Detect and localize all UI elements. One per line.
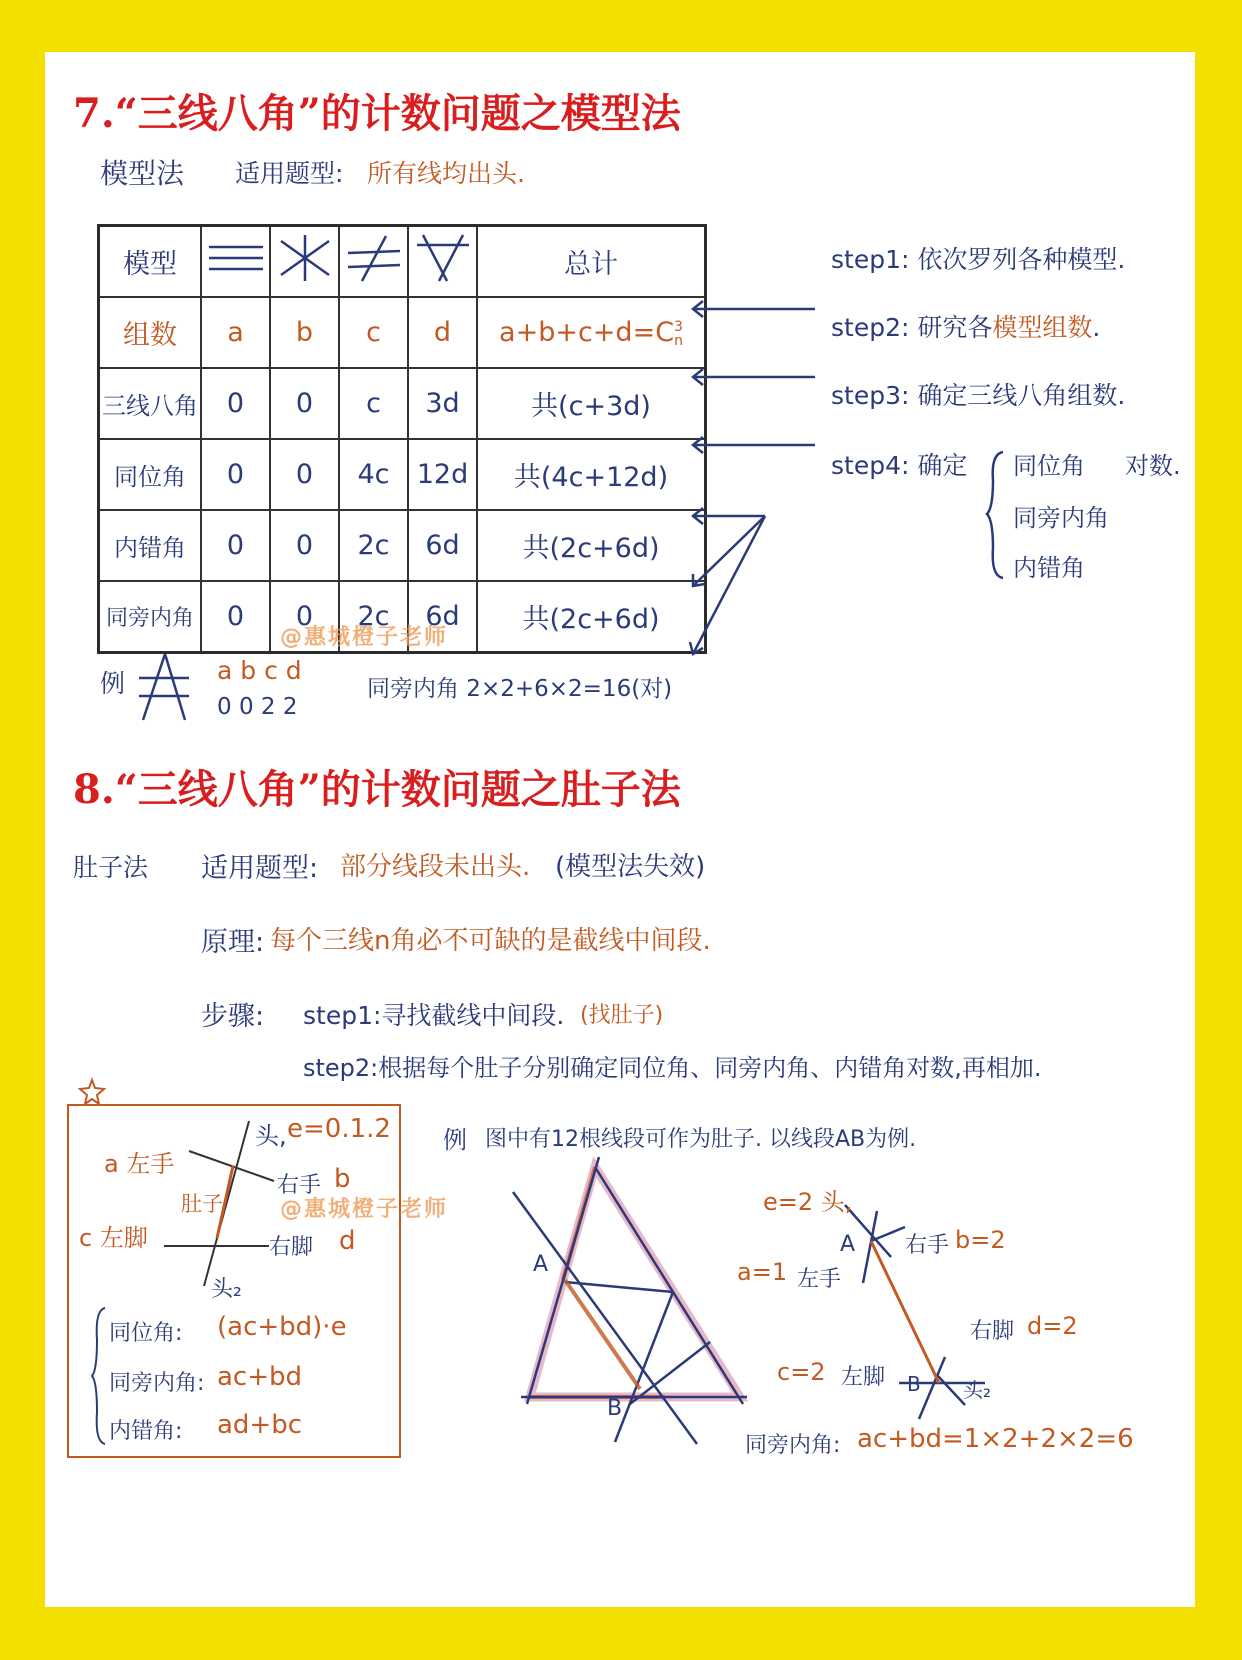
belly-label: 肚子 <box>181 1192 223 1216</box>
step-arrows <box>685 242 825 682</box>
left-foot-label: c 左脚 <box>79 1224 148 1252</box>
step4-brace <box>985 450 1007 580</box>
cell: 2c <box>339 581 408 653</box>
model-triangle-icon <box>408 226 477 298</box>
step2-highlight: 模型组数 <box>992 313 1093 342</box>
step4-item: 同位角 <box>1013 452 1085 480</box>
example-triangle-model-icon <box>137 652 197 722</box>
cell: 2c <box>339 510 408 581</box>
right-foot-label: 右脚 <box>970 1319 1015 1344</box>
left-hand-label: 左手 <box>797 1267 842 1292</box>
row-label: 内错角 <box>99 510 202 581</box>
row-total <box>477 297 706 368</box>
cell: 4c <box>339 439 408 510</box>
formula3-label: 内错角: <box>109 1419 183 1444</box>
belly-diagram-box <box>67 1104 401 1458</box>
table-row <box>99 368 706 439</box>
cell: c <box>339 297 408 368</box>
row-label: 组数 <box>99 297 202 368</box>
table-row <box>99 510 706 581</box>
cell: 3d <box>408 368 477 439</box>
applies-value: 所有线均出头. <box>367 159 525 188</box>
example-text: 图中有12根线段可作为肚子. 以线段AB为例. <box>485 1127 917 1152</box>
belly-method-label: 肚子法 <box>73 853 149 882</box>
watermark: @惠城橙子老师 <box>280 625 449 650</box>
model-table <box>97 224 707 654</box>
applies-prefix: 适用题型: <box>201 853 319 884</box>
example-formula: ac+bd=1×2+2×2=6 <box>857 1424 1134 1454</box>
section7-title: 7.“三线八角”的计数问题之模型法 <box>73 90 681 137</box>
right-foot-label: 右脚 <box>269 1235 314 1260</box>
row-total: 共(c+3d) <box>477 368 706 439</box>
b-label: b <box>334 1164 351 1194</box>
zoom-a-label: A <box>840 1232 856 1257</box>
row-total: 共(4c+12d) <box>477 439 706 510</box>
formula1: (ac+bd)·e <box>217 1312 347 1342</box>
cell: 0 <box>270 439 339 510</box>
head-label: 头, <box>255 1122 287 1150</box>
total-superscript: 3 <box>674 318 683 335</box>
cell: 12d <box>408 439 477 510</box>
step1-note: (找肚子) <box>580 1003 664 1028</box>
cell: 6d <box>408 510 477 581</box>
note-sheet <box>45 52 1195 1607</box>
step4-suffix: 对数. <box>1125 452 1181 480</box>
example-formula-label: 同旁内角: <box>745 1433 841 1458</box>
total-expression: a+b+c+d=C <box>499 317 675 348</box>
cell: 0 <box>201 581 270 653</box>
header-label: 模型 <box>99 226 202 298</box>
step3-text: step3: 确定三线八角组数. <box>831 381 1126 410</box>
step2-end: . <box>1092 313 1101 342</box>
row-label: 同旁内角 <box>99 581 202 653</box>
cell: c <box>339 368 408 439</box>
principle-prefix: 原理: <box>201 927 265 958</box>
model-two-parallel-one-transversal-icon <box>339 226 408 298</box>
table-row <box>99 439 706 510</box>
b-eq-label: b=2 <box>955 1226 1006 1254</box>
a-eq-label: a=1 <box>737 1258 788 1286</box>
row-total: 共(2c+6d) <box>477 581 706 653</box>
section8-title: 8.“三线八角”的计数问题之肚子法 <box>73 766 681 813</box>
table-header-row <box>99 226 706 298</box>
step2-text: step2:根据每个肚子分别确定同位角、同旁内角、内错角对数,再相加. <box>303 1054 1042 1082</box>
point-a-label: A <box>533 1252 549 1277</box>
row-total: 共(2c+6d) <box>477 510 706 581</box>
cell: 6d <box>408 581 477 653</box>
step1-text: step1:寻找截线中间段. <box>303 1001 565 1030</box>
example-label: 例 <box>100 669 126 698</box>
step2-text <box>831 308 1100 344</box>
header-total: 总计 <box>477 226 706 298</box>
e-label: e=0.1.2 <box>287 1114 391 1144</box>
example-formula: 同旁内角 2×2+6×2=16(对) <box>367 676 673 702</box>
cell: 0 <box>270 581 339 653</box>
cell: 0 <box>270 510 339 581</box>
model-method-label: 模型法 <box>100 157 185 190</box>
table-row <box>99 297 706 368</box>
example-values: 0 0 2 2 <box>217 694 298 720</box>
model-parallel-icon <box>201 226 270 298</box>
head2-label: 头₂ <box>963 1378 992 1402</box>
principle-value: 每个三线n角必不可缺的是截线中间段. <box>270 926 711 956</box>
d-eq-label: d=2 <box>1027 1312 1078 1340</box>
e-eq-label: e=2 头, <box>763 1188 853 1216</box>
applies-value: 部分线段未出头. <box>340 852 531 882</box>
cell: d <box>408 297 477 368</box>
example-label: 例 <box>443 1126 467 1154</box>
row-label: 同位角 <box>99 439 202 510</box>
formula1-label: 同位角: <box>109 1321 183 1346</box>
step4-item: 内错角 <box>1013 554 1085 582</box>
cell: 0 <box>201 510 270 581</box>
step4-item: 同旁内角 <box>1013 504 1109 532</box>
left-foot-label: 左脚 <box>841 1365 886 1390</box>
point-b-label: B <box>607 1396 623 1421</box>
cell: 0 <box>270 368 339 439</box>
model-concurrent-icon <box>270 226 339 298</box>
step4-text: step4: 确定 <box>831 451 968 480</box>
formula2: ac+bd <box>217 1362 303 1392</box>
cell: b <box>270 297 339 368</box>
steps-label: 步骤: <box>201 1001 265 1032</box>
left-hand-label: a 左手 <box>104 1150 175 1178</box>
watermark: @惠城橙子老师 <box>280 1197 449 1222</box>
formula2-label: 同旁内角: <box>109 1371 205 1396</box>
applies-note: (模型法失效) <box>555 852 706 882</box>
formula-brace <box>91 1306 107 1446</box>
step2-prefix: step2: 研究各 <box>831 313 993 342</box>
head2-label: 头₂ <box>211 1277 242 1302</box>
step1-text: step1: 依次罗列各种模型. <box>831 245 1126 274</box>
row-label: 三线八角 <box>99 368 202 439</box>
cell: 0 <box>201 368 270 439</box>
zoom-b-label: B <box>907 1372 921 1396</box>
total-subscript: n <box>674 332 683 349</box>
c-eq-label: c=2 <box>777 1358 826 1386</box>
right-hand-label: 右手 <box>905 1233 950 1258</box>
formula3: ad+bc <box>217 1410 303 1440</box>
applies-prefix: 适用题型: <box>235 159 344 188</box>
cell: a <box>201 297 270 368</box>
cell: 0 <box>201 439 270 510</box>
d-label: d <box>339 1226 356 1256</box>
right-hand-label: 右手 <box>277 1173 322 1198</box>
example-letters: a b c d <box>217 656 302 685</box>
triangle-figure <box>505 1152 765 1452</box>
star-icon <box>77 1077 107 1107</box>
